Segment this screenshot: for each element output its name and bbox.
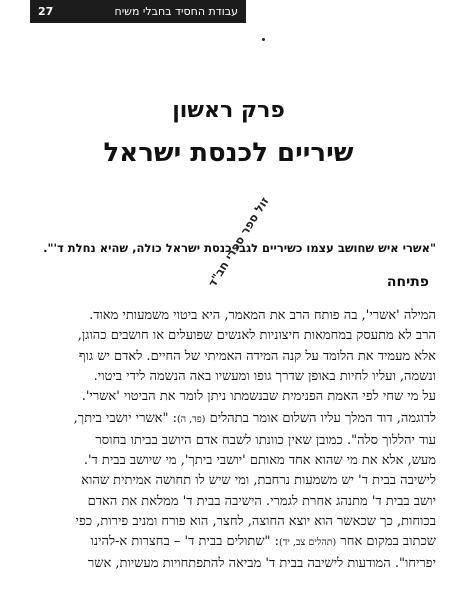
text-line: בכוחות, כך שכאשר הוא יוצא החוצה, לחצר, הוא פורח ומניב פירות, כפי: [75, 513, 436, 529]
paragraph-1: [20, 306, 436, 407]
page-number: 27: [38, 4, 54, 18]
text-line: על מי שחי לפי האמת הפנימית שבנשמתו ניתן לומר את הביטוי 'אשרי'.: [81, 389, 436, 405]
text-line: ונשמה, ועליו לחיות באופן שדרך גופו ומעשיו באה הנשמה לידי ביטוי.: [93, 368, 436, 384]
text-line: לדוגמה, דוד המלך עליו השלום אומר בתהלים (פד, ה): "אשרי יושבי ביתך,: [73, 411, 436, 427]
text-line: הרב לא מתעסק במחמאות חיצוניות לאנשים שפועלים או חושבים כהוגן,: [77, 328, 436, 344]
text-line: מעש, אלא את מי שהוא אחד מאותם 'יושבי ביתך', מי שיושב בבית ד'.: [83, 453, 436, 469]
text-line: שכתוב במקום אחר (תהלים צב, יד): "שתולים בבית ד' – בחצרות א-להינו: [90, 534, 436, 550]
source-reference: (תהלים צב, יד): [279, 537, 337, 549]
section-heading: פתיחה: [386, 274, 429, 290]
book-title: עבודת החסיד בחבלי משיח: [114, 4, 238, 18]
header-rule: [30, 21, 246, 23]
speck: [262, 38, 265, 41]
text-line: המילה 'אשרי', בה פותח הרב את המאמר, היא ביטוי משמעותי מאוד.: [89, 308, 436, 323]
library-stamp: זול ספר ספרי חב"ד: [205, 194, 272, 290]
body-text: [20, 306, 436, 574]
text-line: לישיבה בבית ד' יש משמעות נרחבת, ומי שיש לו תחושה אמיתית שהוא: [81, 473, 436, 489]
text-line: עוד יהללוך סלה". כמובן שאין כוונתו לשבח אדם היושב בביתו בחוסר: [95, 432, 436, 448]
paragraph-2: [20, 409, 436, 573]
text-line: יושב בבית ד' מתנהג אחרת לגמרי. הישיבה בבית ד' ממלאת את האדם: [87, 493, 436, 509]
running-header: [30, 0, 246, 22]
motto-quote: "אשרי איש שחושב עצמו כשיריים לגבי כנסת ישראל כולה, שהיא נחלת ד'".: [43, 241, 436, 255]
text-line: אלא מעמיד את הלומד על קנה המידה האמיתי של החיים. לאדם יש גוף: [78, 348, 436, 364]
source-reference: (פד, ה): [176, 414, 206, 426]
chapter-title: שיריים לכנסת ישראל: [103, 138, 354, 168]
text-line: יפריחו". המודעות לישיבה בבית ד' מביאה להתפתחויות מעשיות, אשר: [87, 555, 436, 571]
chapter-label: פרק ראשון: [172, 98, 285, 123]
